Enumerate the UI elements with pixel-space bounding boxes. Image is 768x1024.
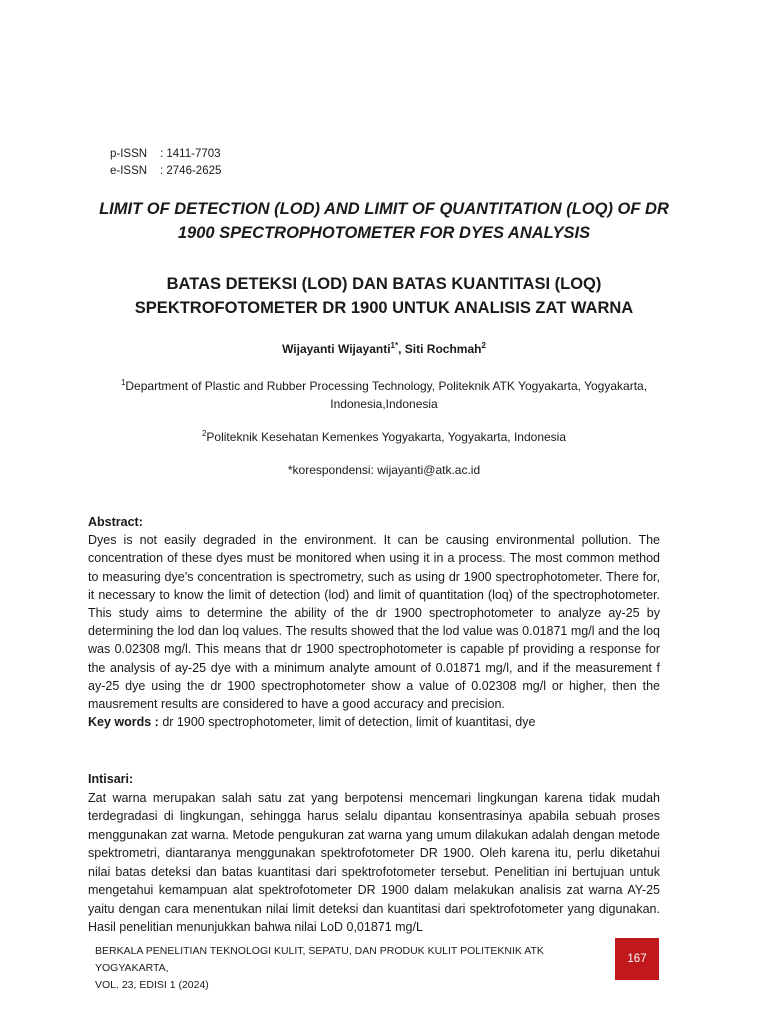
online-issn-value: : 2746-2625	[160, 165, 222, 177]
intisari-section	[88, 770, 660, 934]
author-separator: ,	[398, 342, 405, 356]
affiliation-text: Department of Plastic and Rubber Processing Technology, Politeknik ATK Yogyakarta, Yogyakarta, Indonesia,Indonesia	[125, 379, 648, 411]
author-name: Wijayanti Wijayanti	[282, 342, 391, 356]
issn-block	[110, 146, 221, 180]
journal-name: BERKALA PENELITIAN TEKNOLOGI KULIT, SEPATU, DAN PRODUK KULIT POLITEKNIK ATK YOGYAKARTA,	[95, 945, 544, 974]
page-number: 167	[627, 953, 647, 965]
online-issn	[110, 163, 221, 180]
correspondence: *korespondensi: wijayanti@atk.ac.id	[287, 463, 481, 477]
affiliation-text: Politeknik Kesehatan Kemenkes Yogyakarta, Yogyakarta, Indonesia	[206, 430, 567, 444]
intisari-heading: Intisari:	[88, 772, 134, 786]
author-list	[80, 342, 688, 356]
abstract-section	[88, 513, 660, 731]
author-affiliation-mark: 2	[481, 341, 486, 350]
abstract-body: Dyes is not easily degraded in the environment. It can be causing environmental pollution. The concentration of these dyes must be monitored when using it in a process. The most common method to measuring dye’s concentration is spectrometry, such as using dr 1900 spectrophotometer. There for, it necessary to know the limit of detection (lod) and limit of quantitation (loq) of the spectrophotometer. This study aims to determine the ability of the dr 1900 spectrophotometer to analyze ay-25 by determining the lod dan loq values. The results showed that the lod value was 0.01871 mg/l and the loq was 0.02308 mg/l. This means that dr 1900 spectrophotometer is capable pf providing a response for the analysis of ay-25 dye with a minimum analyte amount of 0.01871 mg/l, and if the measurement f ay-25 dye using the dr 1900 spectrophotometer show a value of 0.02308 mg/l or higher, then the mausrement results are considered to have a good accuracy and precision.	[88, 533, 660, 712]
affiliation-mark: 2	[201, 429, 207, 438]
print-issn-label: p-ISSN	[110, 148, 148, 160]
author-name: Siti Rochmah	[404, 342, 482, 356]
intisari-body: Zat warna merupakan salah satu zat yang berpotensi mencemari lingkungan karena tidak mudah terdegradasi di lingkungan, sehingga harus selalu dipantau konsentrasinya apabila sebuah proses menggunakan zat warna. Metode pengukuran zat warna yang umum dilakukan adalah dengan metode spektrometri, diantaranya menggunakan spektrofotometer DR 1900. Oleh karena itu, perlu diketahui nilai batas deteksi dan batas kuantitasi dari spektrofotometer tersebut. Penelitian ini bertujuan untuk mengetahui kemampuan alat spektrofotometer DR 1900 dalam melakukan analisis zat warna AY-25 yaitu dengan cara menentukan nilai limit deteksi dan kuantitasi dari spektrofotometer yang digunakan. Hasil penelitian menunjukkan bahwa nilai LoD 0,01871 mg/L	[88, 790, 660, 934]
indonesian-title: BATAS DETEKSI (LOD) DAN BATAS KUANTITASI (LOQ) SPEKTROFOTOMETER DR 1900 UNTUK ANALISIS ZAT WARNA	[134, 275, 634, 317]
keywords-text: dr 1900 spectrophotometer, limit of detection, limit of kuantitasi, dye	[158, 715, 536, 730]
author-affiliation-mark: 1*	[390, 341, 399, 350]
affiliation-2	[100, 430, 668, 444]
print-issn-value: : 1411-7703	[160, 148, 221, 160]
keywords	[88, 713, 660, 731]
keywords-label: Key words :	[88, 715, 159, 730]
page-number-badge	[615, 938, 659, 980]
print-issn	[110, 146, 221, 163]
journal-volume: VOL. 23, EDISI 1 (2024)	[95, 979, 209, 991]
english-title: LIMIT OF DETECTION (LOD) AND LIMIT OF QUANTITATION (LOQ) OF DR 1900 SPECTROPHOTOMETER FOR DYES ANALYSIS	[99, 200, 669, 242]
abstract-heading: Abstract:	[88, 515, 143, 529]
online-issn-label: e-ISSN	[110, 165, 148, 177]
affiliation-1	[100, 377, 668, 413]
journal-footer	[95, 943, 605, 994]
affiliation-mark: 1	[120, 378, 126, 387]
